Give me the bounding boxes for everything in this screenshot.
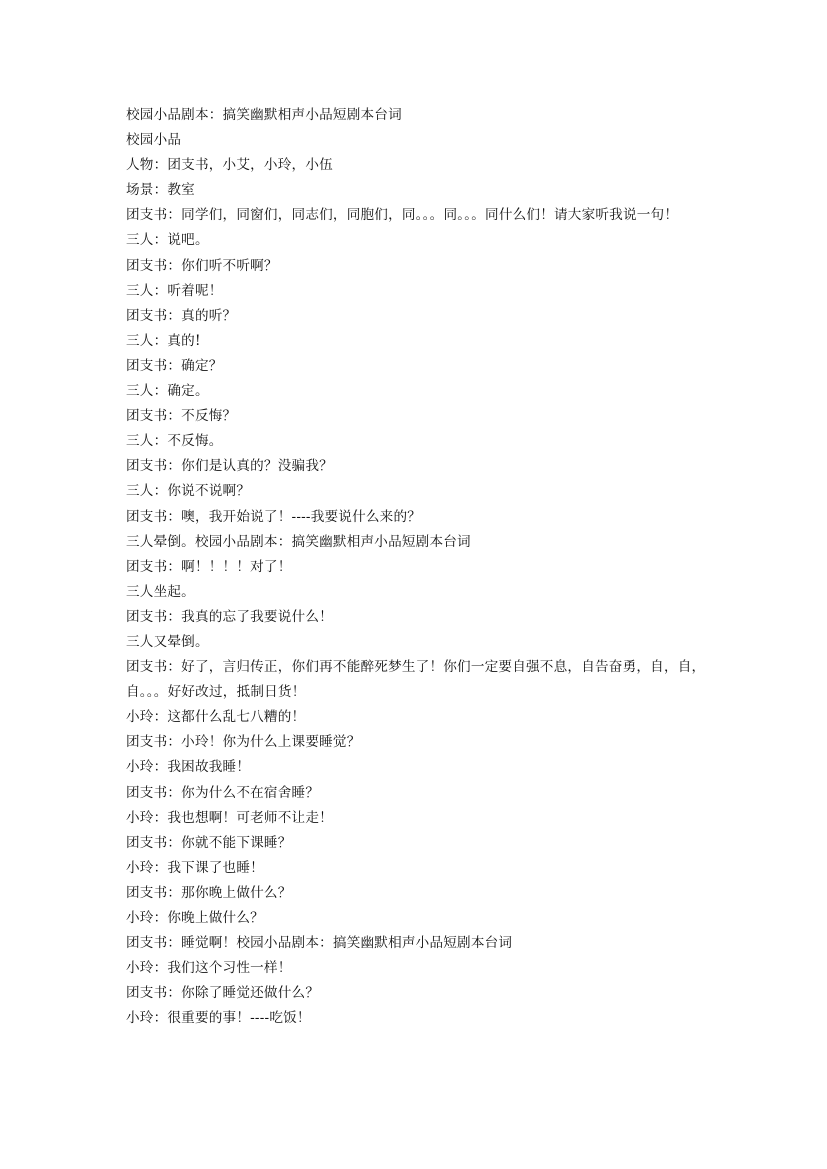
dialogue-line: 小玲：你晚上做什么？: [126, 910, 264, 926]
dialogue-line: 团支书：你们是认真的？没骗我？: [126, 458, 333, 475]
dialogue-line: 团支书：我真的忘了我要说什么！: [126, 608, 333, 625]
dialogue-line: 团支书：啊！！！！对了！: [126, 558, 292, 575]
stage-direction-line: 三人坐起。: [126, 583, 195, 600]
dialogue-line: 团支书：你就不能下课睡？: [126, 834, 292, 851]
dialogue-line: 团支书：同学们，同窗们，同志们，同胞们，同。。。同。。。同什么们！请大家听我说一句！: [126, 207, 679, 224]
scene-line: 场景：教室: [126, 182, 195, 199]
dialogue-line: 团支书：那你晚上做什么？: [126, 884, 292, 901]
dialogue-line: 团支书：噢，我开始说了！----我要说什么来的？: [126, 508, 422, 525]
dialogue-line: 团支书：睡觉啊！校园小品剧本：搞笑幽默相声小品短剧本台词: [126, 935, 513, 952]
dialogue-line: 团支书：确定？: [126, 357, 223, 374]
dialogue-line: 小玲：很重要的事！----吃饭！: [126, 1010, 311, 1027]
dialogue-line: 三人：听着呢！: [126, 282, 223, 299]
stage-direction-line: 三人又晕倒。: [126, 633, 209, 650]
dialogue-line: 三人：你说不说啊？: [126, 483, 251, 500]
stage-direction-line: 三人晕倒。校园小品剧本：搞笑幽默相声小品短剧本台词: [126, 533, 471, 550]
dialogue-line: 团支书：真的听？: [126, 307, 237, 324]
dialogue-line: 小玲：我下课了也睡！: [126, 859, 264, 876]
dialogue-line: 团支书：你们听不听啊？: [126, 257, 278, 274]
dialogue-line: 三人：说吧。: [126, 232, 209, 249]
dialogue-line: 小玲：我们这个习性一样！: [126, 960, 292, 977]
dialogue-line: 团支书：你除了睡觉还做什么？: [126, 985, 320, 1002]
document-subtitle: 校园小品: [126, 132, 182, 149]
dialogue-line: 小玲：这都什么乱七八糟的！: [126, 709, 306, 726]
dialogue-line: 三人：不反悔。: [126, 433, 223, 450]
dialogue-line: 小玲：我困故我睡！: [126, 759, 251, 776]
dialogue-line: 团支书：不反悔？: [126, 408, 237, 425]
dialogue-line: 三人：真的!: [126, 332, 201, 349]
dialogue-line: 小玲：我也想啊！可老师不让走！: [126, 809, 333, 826]
dialogue-line: 团支书：你为什么不在宿舍睡？: [126, 784, 320, 801]
dialogue-line: 三人：确定。: [126, 383, 209, 400]
dialogue-line: 团支书：好了，言归传正，你们再不能醉死梦生了！你们一定要自强不息，自告奋勇，自，自，自。。。好好改过，抵制日货！: [126, 659, 706, 701]
script-text-body: [126, 103, 710, 1031]
dialogue-line: 团支书：小玲！你为什么上课要睡觉？: [126, 734, 361, 751]
characters-line: 人物：团支书，小艾，小玲，小伍: [126, 157, 333, 174]
document-title: 校园小品剧本：搞笑幽默相声小品短剧本台词: [126, 107, 402, 123]
